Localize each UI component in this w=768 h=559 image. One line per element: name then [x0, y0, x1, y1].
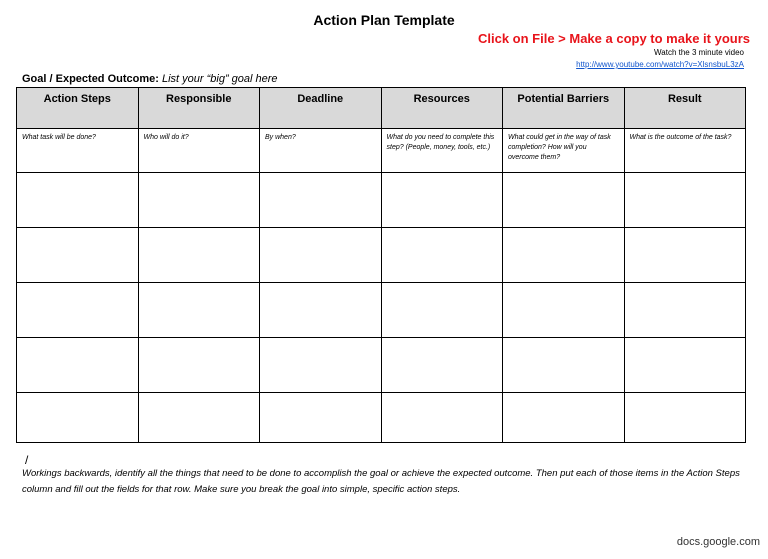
make-copy-instruction: Click on File > Make a copy to make it yours — [477, 31, 750, 46]
table-cell[interactable] — [503, 173, 625, 228]
header-responsible: Responsible — [138, 88, 260, 129]
table-cell[interactable] — [624, 173, 746, 228]
prompt-row — [17, 129, 746, 173]
table-row — [17, 173, 746, 228]
table-cell[interactable] — [624, 393, 746, 443]
table-cell[interactable] — [138, 338, 260, 393]
table-cell[interactable] — [503, 393, 625, 443]
video-link[interactable]: http://www.youtube.com/watch?v=XlsnsbuL3zA — [576, 60, 744, 69]
table-cell[interactable] — [17, 228, 139, 283]
video-note: Watch the 3 minute video — [654, 48, 744, 57]
table-row — [17, 228, 746, 283]
prompt-cell-result[interactable]: What is the outcome of the task? — [624, 129, 746, 173]
table-cell[interactable] — [503, 338, 625, 393]
text-cursor: / — [25, 453, 29, 467]
table-cell[interactable] — [381, 338, 503, 393]
table-cell[interactable] — [260, 228, 382, 283]
prompt-cell-potential-barriers[interactable]: What could get in the way of task completion? How will you overcome them? — [503, 129, 625, 173]
table-cell[interactable] — [17, 393, 139, 443]
header-result: Result — [624, 88, 746, 129]
table-cell[interactable] — [624, 228, 746, 283]
table-cell[interactable] — [260, 283, 382, 338]
table-cell[interactable] — [138, 228, 260, 283]
goal-hint: List your “big” goal here — [161, 73, 278, 85]
header-action-steps: Action Steps — [17, 88, 139, 129]
table-cell[interactable] — [260, 393, 382, 443]
table-cell[interactable] — [138, 173, 260, 228]
table-cell[interactable] — [138, 283, 260, 338]
header-potential-barriers: Potential Barriers — [503, 88, 625, 129]
table-cell[interactable] — [381, 283, 503, 338]
action-plan-table — [16, 87, 746, 443]
table-row — [17, 283, 746, 338]
table-cell[interactable] — [503, 228, 625, 283]
goal-label: Goal / Expected Outcome: — [22, 73, 159, 85]
table-cell[interactable] — [624, 338, 746, 393]
prompt-cell-deadline[interactable]: By when? — [260, 129, 382, 173]
goal-line[interactable] — [22, 73, 278, 85]
table-cell[interactable] — [17, 338, 139, 393]
table-cell[interactable] — [503, 283, 625, 338]
instructions-paragraph: Workings backwards, identify all the things that need to be done to accomplish the goal or achieve the expected outcome. Then put each of those items in the Action Steps column and fill out the fields for that row. Make sure you break the goal into simple, specific action steps. — [22, 468, 740, 495]
prompt-cell-action-steps[interactable]: What task will be done? — [17, 129, 139, 173]
prompt-cell-resources[interactable]: What do you need to complete this step? (People, money, tools, etc.) — [381, 129, 503, 173]
header-resources: Resources — [381, 88, 503, 129]
table-cell[interactable] — [17, 173, 139, 228]
table-cell[interactable] — [381, 228, 503, 283]
table-cell[interactable] — [381, 173, 503, 228]
header-row — [17, 88, 746, 129]
table-cell[interactable] — [138, 393, 260, 443]
table-cell[interactable] — [260, 173, 382, 228]
prompt-cell-responsible[interactable]: Who will do it? — [138, 129, 260, 173]
table-row — [17, 338, 746, 393]
table-cell[interactable] — [260, 338, 382, 393]
table-cell[interactable] — [624, 283, 746, 338]
header-deadline: Deadline — [260, 88, 382, 129]
document-title: Action Plan Template — [313, 12, 455, 28]
source-watermark: docs.google.com — [676, 536, 760, 548]
table-cell[interactable] — [381, 393, 503, 443]
table-row — [17, 393, 746, 443]
table-cell[interactable] — [17, 283, 139, 338]
